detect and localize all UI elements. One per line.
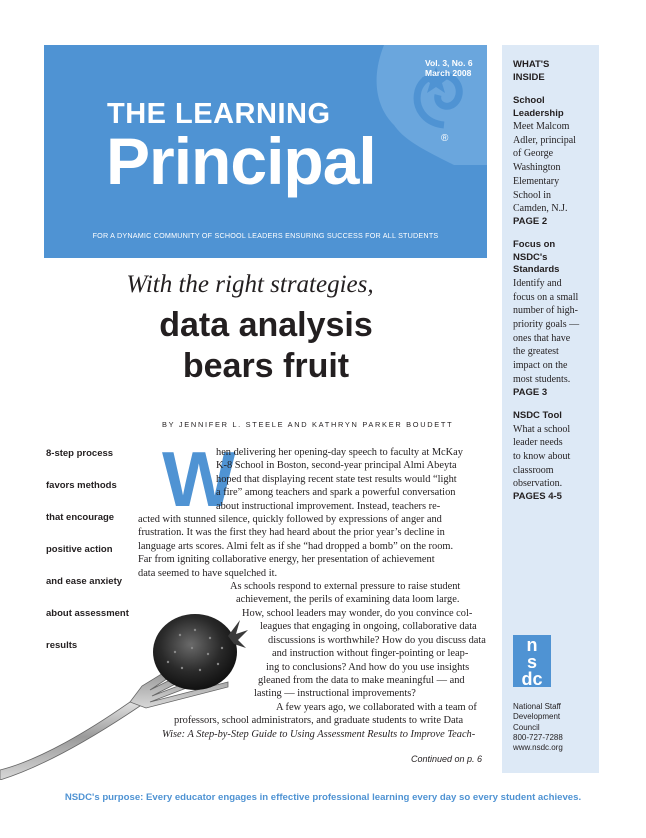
logo-letter: dc [521, 669, 543, 689]
body-line: lasting — instructional improvements? [254, 688, 416, 700]
pull-quote-line: 8-step process [46, 448, 114, 459]
nsdc-purpose-footer: NSDC's purpose: Every educator engages in effective professional learning every day so every student achieves. [64, 792, 582, 803]
body-line: K-8 School in Boston, second-year principal Almi Abeyta [216, 460, 457, 472]
section-text-line: What a school [513, 423, 571, 435]
section-text-line: Adler, principal [513, 134, 576, 146]
section-title-line: School [513, 95, 545, 106]
org-phone: 800-727-7288 [513, 732, 563, 742]
masthead-title-top: THE LEARNING [107, 98, 331, 130]
body-line: professors, school administrators, and graduate students to write Data [174, 715, 464, 727]
section-text-line: Meet Malcom [513, 121, 570, 132]
body-line: a fire” among teachers and spark a powerful conversation [216, 487, 456, 499]
logo-letter: s [526, 652, 537, 672]
sidebar-heading [513, 59, 595, 84]
body-line: Wise: A Step-by-Step Guide to Using Assessment Results to Improve Teach- [162, 728, 476, 740]
body-line: gleaned from the data to make meaningful — and [258, 674, 465, 686]
body-line: about instructional improvement. Instead, teachers re- [216, 500, 441, 512]
section-title [513, 239, 595, 277]
section-text-line: Washington [513, 162, 561, 174]
body-line: hoped that displaying recent state test results would “light [216, 473, 457, 485]
headline-line: data analysis [159, 306, 373, 344]
whats-inside-sidebar [502, 45, 599, 773]
body-line: and instruction without finger-pointing or leap- [272, 648, 469, 660]
section-text-line: observation. [513, 478, 563, 490]
masthead [44, 45, 487, 258]
body-line: Far from igniting collaborative energy, her presentation of achievement [138, 554, 435, 566]
registered-mark: ® [441, 133, 449, 144]
body-line: As schools respond to external pressure to raise student [230, 581, 461, 593]
section-title-line: NSDC Tool [513, 410, 562, 422]
section-title-line: Leadership [513, 107, 564, 119]
section-text-line: priority goals — [513, 319, 580, 331]
body-line: leagues that engaging in ongoing, collaborative data [260, 621, 477, 633]
headline-line: bears fruit [182, 347, 350, 385]
section-text-line: School in [513, 189, 552, 201]
section-title-line: Standards [513, 264, 560, 276]
section-text-line: Camden, N.J. [513, 203, 568, 215]
pull-quote-line: positive action [46, 544, 113, 555]
section-title-line: NSDC's [513, 251, 548, 263]
body-line: A few years ago, we collaborated with a team of [276, 701, 477, 713]
body-line: data seemed to have squelched it. [138, 567, 278, 579]
issue-info [425, 58, 485, 78]
body-line: ing to conclusions? And how do you use insights [266, 661, 470, 673]
volume-number: Vol. 3, No. 6 [425, 58, 473, 68]
section-title [513, 95, 595, 120]
body-line: discussions is worthwhile? How do you discuss data [268, 634, 486, 646]
article-byline: BY JENNIFER L. STEELE AND KATHRYN PARKER BOUDETT [162, 420, 454, 429]
section-text-line: leader needs [513, 437, 563, 449]
pull-quote-line: that encourage [46, 512, 115, 523]
sidebar-heading-line: INSIDE [513, 71, 545, 83]
pull-quote-line: favors methods [46, 480, 117, 491]
pull-quote-line: and ease anxiety [46, 576, 123, 587]
article-kicker: With the right strategies, [126, 271, 374, 298]
section-page-ref: PAGES 4-5 [513, 491, 562, 503]
section-text-line: Identify and [513, 277, 562, 289]
body-line: achievement, the perils of examining data loom large. [236, 594, 460, 606]
section-text [513, 120, 595, 216]
section-text-line: the greatest [513, 346, 559, 358]
section-text-line: to know about [513, 450, 571, 462]
logo-letter: n [526, 635, 538, 655]
body-line: hen delivering her opening-day speech to faculty at McKay [216, 447, 463, 458]
article-headline [0, 305, 532, 387]
org-name-line: National Staff [513, 702, 561, 711]
sidebar-section-nsdc-tool[interactable] [513, 410, 595, 504]
nsdc-logo [513, 635, 551, 687]
sidebar-section-school-leadership[interactable] [513, 95, 595, 228]
section-text-line: impact on the [513, 360, 568, 372]
pull-quote-line: about assessment [46, 608, 129, 619]
drop-cap: W [162, 435, 236, 523]
section-text [513, 423, 595, 492]
continued-link[interactable]: Continued on p. 6 [411, 754, 483, 764]
section-page-ref: PAGE 2 [513, 215, 548, 227]
pull-quote-line: results [46, 640, 78, 651]
sidebar-heading-line: WHAT'S [513, 59, 550, 70]
masthead-tagline: FOR A DYNAMIC COMMUNITY OF SCHOOL LEADERS ENSURING SUCCESS FOR ALL STUDENTS [92, 231, 439, 240]
body-line: frustration. It was the first they had heard about the prior year’s decline in [138, 527, 445, 539]
section-text-line: ones that have [513, 332, 571, 344]
org-name-line: Development [513, 712, 561, 722]
section-text-line: Elementary [513, 175, 560, 187]
body-line: language arts scores. Almi felt as if she “had dropped a bomb” on the room. [138, 540, 454, 552]
article-body [138, 435, 492, 741]
org-contact [513, 702, 597, 753]
section-title [513, 410, 595, 423]
section-text-line: number of high- [513, 305, 578, 317]
org-website-link[interactable]: www.nsdc.org [513, 743, 563, 753]
org-name-line: Council [513, 722, 540, 732]
body-line: acted with stunned silence, quickly followed by expressions of anger and [138, 514, 442, 526]
section-page-ref: PAGE 3 [513, 386, 548, 398]
section-text-line: of George [513, 148, 554, 160]
body-line: How, school leaders may wonder, do you convince col- [242, 607, 473, 619]
section-title-line: Focus on [513, 239, 556, 251]
section-text-line: most students. [513, 373, 571, 385]
section-text-line: classroom [513, 464, 554, 476]
issue-date: March 2008 [425, 68, 472, 78]
masthead-title-main: Principal [106, 124, 376, 198]
section-text-line: focus on a small [513, 291, 579, 303]
